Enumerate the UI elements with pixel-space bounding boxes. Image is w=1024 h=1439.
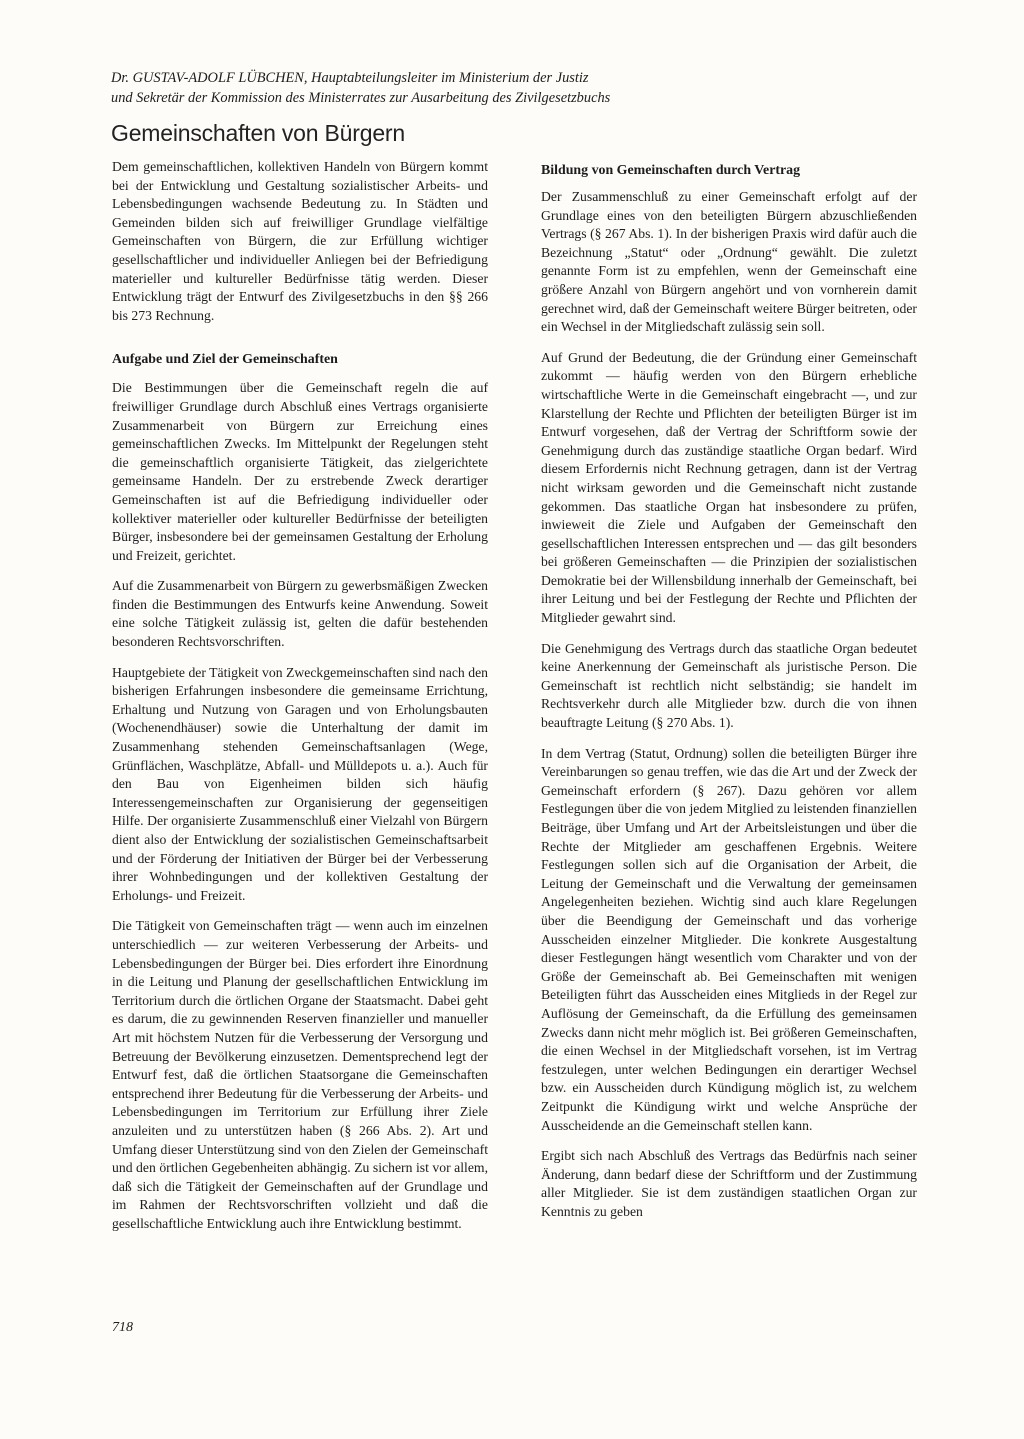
- author-line-2: und Sekretär der Kommission des Ministerrates zur Ausarbeitung des Zivilgesetzbuchs: [111, 90, 611, 106]
- paragraph: Auf die Zusammenarbeit von Bürgern zu gewerbsmäßigen Zwecken finden die Bestimmungen des Entwurfs keine Anwendung. Soweit eine solche Tätigkeit zulässig ist, gelten die dafür bestehenden besonderen Rechtsvorschriften.: [112, 578, 488, 650]
- right-column: [541, 162, 917, 1233]
- article-title: Gemeinschaften von Bürgern: [111, 120, 405, 146]
- paragraph: Auf Grund der Bedeutung, die der Gründung einer Gemeinschaft zukommt — häufig werden von den Bürgern erhebliche wirtschaftliche Werte in die Gemeinschaft eingebracht —, und zur Klarstellung der Rechte und Pflichten der beteiligten Bürger ist im Entwurf vorgesehen, daß der Vertrag der Schriftform sowie der Genehmigung durch das zuständige staatliche Organ bedarf. Wird diesem Erfordernis nicht Rechnung getragen, dann ist der Vertrag nicht wirksam geworden und die Gemeinschaft nicht zustande gekommen. Das staatliche Organ hat insbesondere zu prüfen, inwieweit die Ziele und Aufgaben der Gemeinschaft den gesellschaftlichen Interessen entsprechen und — das gilt besonders bei größeren Gemeinschaften — die Prinzipien der sozialistischen Demokratie bei der Willensbildung innerhalb der Gemeinschaft, bei ihrer Leitung und bei der Festlegung der Rechte und Pflichten der Mitglieder gewahrt sind.: [541, 349, 917, 626]
- page-number: 718: [112, 1320, 133, 1335]
- paragraph: Ergibt sich nach Abschluß des Vertrags das Bedürfnis nach seiner Änderung, dann bedarf diese der Schriftform und der Zustimmung aller Mitglieder. Sie ist dem zuständigen staatlichen Organ zur Kenntnis zu geben: [541, 1148, 917, 1219]
- paragraph: Die Tätigkeit von Gemeinschaften trägt — wenn auch im einzelnen unterschiedlich — zur weiteren Verbesserung der Arbeits- und Lebensbedingungen der Bürger bei. Dies erfordert ihre Einordnung in die Leitung und Planung der gesellschaftlichen Entwicklung im Territorium durch die örtlichen Organe der Staatsmacht. Dabei geht es darum, die zu gewinnenden Reserven finanzieller und manueller Art mit höchstem Nutzen für die Verbesserung der Versorgung und Betreuung der Bevölkerung einzusetzen. Dementsprechend legt der Entwurf fest, daß die örtlichen Staatsorgane die Gemeinschaften entsprechend ihrer Bedeutung für die Verbesserung der Arbeits- und Lebensbedingungen im Territorium zur Erfüllung ihrer Ziele anzuleiten und zu unterstützen haben (§ 266 Abs. 2). Art und Umfang dieser Unterstützung sind von den Zielen der Gemeinschaft und den örtlichen Gegebenheiten abhängig. Zu sichern ist vor allem, daß sich die Tätigkeit der Gemeinschaften auf der Grundlage und im Rahmen der Rechtsvorschriften vollzieht und daß die gesellschaftliche Entwicklung auch ihre Entwicklung bestimmt.: [112, 918, 488, 1231]
- paragraph: Die Genehmigung des Vertrags durch das staatliche Organ bedeutet keine Anerkennung der Gemeinschaft als juristische Person. Die Gemeinschaft ist rechtlich nicht selbständig; sie handelt im Rechtsverkehr durch alle Mitglieder bzw. durch die von ihnen beauftragte Leitung (§ 270 Abs. 1).: [541, 640, 917, 731]
- paragraph: Die Bestimmungen über die Gemeinschaft regeln die auf freiwilliger Grundlage durch Abschluß eines Vertrags organisierte Zusammenarbeit von Bürgern zur Erreichung eines gemeinschaftlichen Zwecks. Im Mittelpunkt der Regelungen steht die gemeinschaftlich organisierte Tätigkeit, das zielgerichtete gemeinsame Handeln. Der zu erstrebende Zweck derartiger Gemeinschaften ist auf die Befriedigung individueller oder kollektiver materieller oder kultureller Bedürfnisse der beteiligten Bürger, insbesondere bei der gemeinsamen Gestaltung der Erholung und Freizeit, gerichtet.: [112, 380, 488, 563]
- paragraph: Der Zusammenschluß zu einer Gemeinschaft erfolgt auf der Grundlage eines von den beteiligten Bürgern abzuschließenden Vertrags (§ 267 Abs. 1). In der bisherigen Praxis wird dafür auch die Bezeichnung „Statut“ oder „Ordnung“ gewählt. Die zuletzt genannte Form ist zu empfehlen, wenn der Gemeinschaft eine größere Anzahl von Bürgern angehört und von vornherein damit gerechnet wird, daß der Gemeinschaft weitere Bürger beitreten, oder ein Wechsel in der Mitgliedschaft zulässig sein soll.: [541, 189, 917, 335]
- author-byline: [111, 68, 931, 108]
- intro-paragraph: Dem gemeinschaftlichen, kollektiven Handeln von Bürgern kommt bei der Entwicklung und Gestaltung sozialistischer Arbeits- und Lebensbedingungen wachsende Bedeutung zu. In Städten und Gemeinden bilden sich auf freiwilliger Grundlage vielfältige Gemeinschaften von Bürgern, die zur Erfüllung wichtiger gesellschaftlicher und individueller Anliegen bei der Befriedigung materieller und kultureller Bedürfnisse tätig werden. Dieser Entwicklung trägt der Entwurf des Zivilgesetzbuchs in den §§ 266 bis 273 Rechnung.: [112, 159, 488, 323]
- left-column: [112, 158, 488, 1245]
- paragraph: Hauptgebiete der Tätigkeit von Zweckgemeinschaften sind nach den bisherigen Erfahrungen insbesondere die gemeinsame Errichtung, Erhaltung und Nutzung von Garagen und von Erholungsbauten (Wochenendhäuser) sowie die Unterhaltung der damit im Zusammenhang stehenden Gemeinschaftsanlagen (Wege, Grünflächen, Waschplätze, Abfall- und Mülldepots u. a.). Auch für den Bau von Eigenheimen bilden sich häufig Interessengemeinschaften zur Organisierung der gegenseitigen Hilfe. Der organisierte Zusammenschluß einer Vielzahl von Bürgern dient also der Entwicklung der sozialistischen Gemeinschaftsarbeit und der Förderung der Initiativen der Bürger bei der Verbesserung ihrer Wohnbedingungen und der kollektiven Gestaltung der Erholungs- und Freizeit.: [112, 664, 488, 903]
- paragraph: In dem Vertrag (Statut, Ordnung) sollen die beteiligten Bürger ihre Vereinbarungen so genau treffen, wie das die Art und der Zweck der Gemeinschaft erfordern (§ 267). Dazu gehören vor allem Festlegungen über die von jedem Mitglied zu leistenden finanziellen Beiträge, über Umfang und Art der Arbeitsleistungen und über die Rechte der Mitglieder am geschaffenen Ergebnis. Weitere Festlegungen sollen sich auf die Organisation der Arbeit, die Leitung der Gemeinschaft und die Verwaltung der gemeinsamen Angelegenheiten beziehen. Wichtig sind auch klare Regelungen über die Beendigung der Gemeinschaft und das vorherige Ausscheiden einzelner Mitglieder. Die konkrete Ausgestaltung dieser Festlegungen hängt wesentlich vom Charakter und von der Größe der Gemeinschaft ab. Bei Gemeinschaften mit wenigen Beteiligten führt das Ausscheiden eines Mitglieds in der Regel zur Auflösung der Gemeinschaft, da die Erfüllung des gemeinsamen Zwecks dann nicht mehr möglich ist. Bei größeren Gemeinschaften, die einen Wechsel in der Mitgliedschaft vorsehen, ist im Vertrag festzulegen, unter welchen Bedingungen ein derartiger Wechsel bzw. ein Ausscheiden durch Kündigung möglich ist, zu welchem Zeitpunkt die Kündigung wirkt und welche Ansprüche der Ausscheidende an die Gemeinschaft stellen kann.: [541, 745, 917, 1133]
- section-heading-bildung: Bildung von Gemeinschaften durch Vertrag: [541, 163, 801, 178]
- section-heading-aufgabe: Aufgabe und Ziel der Gemeinschaften: [112, 352, 338, 368]
- author-line-1: Dr. GUSTAV-ADOLF LÜBCHEN, Hauptabteilungsleiter im Ministerium der Justiz: [111, 70, 589, 86]
